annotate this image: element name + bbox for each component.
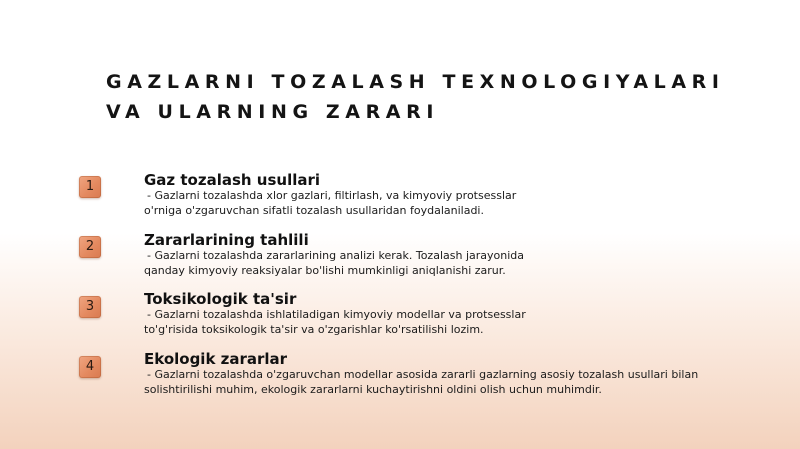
item-description-line-1: - Gazlarni tozalashda xlor gazlari, filtirlash, va kimyoviy protsesslar <box>147 189 517 202</box>
item-description <box>144 307 526 337</box>
item-description-line-1: - Gazlarni tozalashda zararlarining analizi kerak. Tozalash jarayonida <box>147 249 524 262</box>
item-heading: Gaz tozalash usullari <box>144 171 321 189</box>
slide-title-line-2: VA ULARNING ZARARI <box>106 101 440 123</box>
item-heading: Toksikologik ta'sir <box>144 290 297 308</box>
number-badge: 1 <box>79 176 101 198</box>
number-badge: 3 <box>79 296 101 318</box>
item-description-line-2: to'g'risida toksikologik ta'sir va o'zgarishlar ko'rsatilishi lozim. <box>144 323 484 336</box>
item-description-line-1: - Gazlarni tozalashda ishlatiladigan kimyoviy modellar va protsesslar <box>147 308 526 321</box>
number-badge: 2 <box>79 236 101 258</box>
item-description-line-2: o'rniga o'zgaruvchan sifatli tozalash usullaridan foydalaniladi. <box>144 204 484 217</box>
item-description <box>144 248 524 278</box>
item-description-line-2: qanday kimyoviy reaksiyalar bo'lishi mumkinligi aniqlanishi zarur. <box>144 264 506 277</box>
item-heading: Ekologik zararlar <box>144 350 288 368</box>
item-description-line-2: solishtirilishi muhim, ekologik zararlarni kuchaytirishni oldini olish uchun muhimdir. <box>144 383 602 396</box>
number-badge: 4 <box>79 356 101 378</box>
item-description <box>144 188 516 218</box>
item-description <box>144 367 698 397</box>
item-heading: Zararlarining tahlili <box>144 231 309 249</box>
item-description-line-1: - Gazlarni tozalashda o'zgaruvchan modellar asosida zararli gazlarning asosiy tozalash usullari bilan <box>147 368 699 381</box>
slide-title-line-1: GAZLARNI TOZALASH TEXNOLOGIYALARI <box>106 71 725 93</box>
